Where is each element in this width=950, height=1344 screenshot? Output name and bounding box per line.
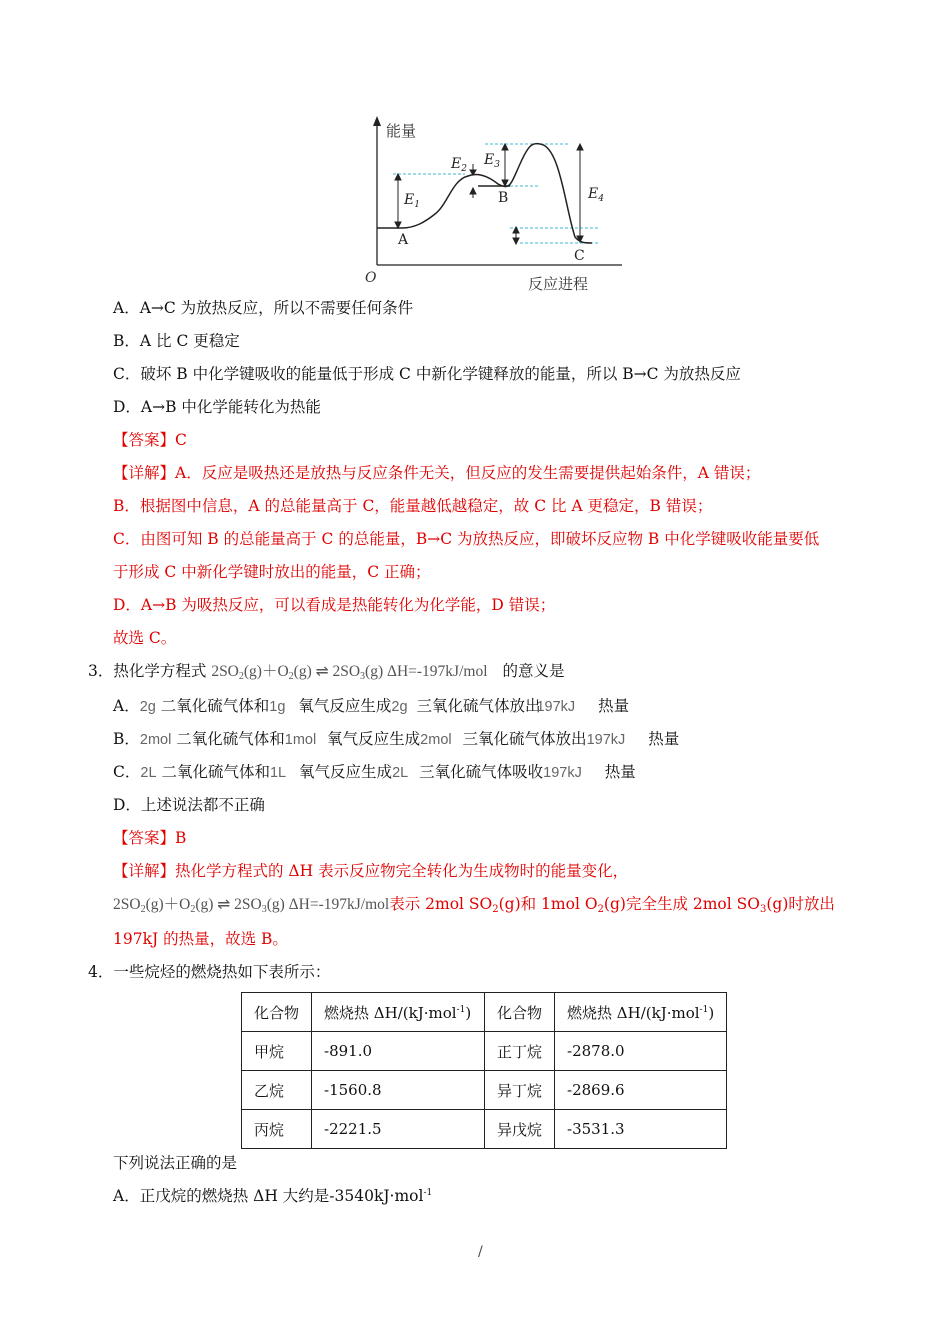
q3-option-b: B．2mol 二氧化硫气体和1mol 氧气反应生成2mol 三氧化硫气体放出197kJ 热量 bbox=[113, 730, 680, 748]
table-row bbox=[242, 1032, 727, 1071]
q2-option-d: D．A→B 中化学能转化为热能 bbox=[113, 398, 321, 416]
q2-option-a: A．A→C 为放热反应，所以不需要任何条件 bbox=[113, 299, 414, 317]
table-cell: -1560.8 bbox=[312, 1071, 485, 1110]
y-axis-label: 能量 bbox=[386, 122, 417, 140]
table-header-cell: 燃烧热 ΔH/(kJ·mol$^{-1}$) bbox=[312, 993, 485, 1032]
point-c-label: C bbox=[574, 248, 585, 264]
q3-explanation-1: 【详解】热化学方程式的 ΔH 表示反应物完全转化为生成物时的能量变化， bbox=[113, 862, 629, 880]
q4-follow: 下列说法正确的是 bbox=[113, 1154, 238, 1172]
q4-option-a: A．正戊烷的燃烧热 ΔH 大约是-3540kJ·mol$^{-1}$ bbox=[113, 1187, 433, 1205]
y-axis-arrow bbox=[373, 116, 381, 126]
q2-explanation-1: 【详解】A．反应是吸热还是放热与反应条件无关，但反应的发生需要提供起始条件，A 错误； bbox=[113, 464, 761, 482]
table-cell: -2878.0 bbox=[555, 1032, 727, 1071]
q2-explanation-4: 于形成 C 中新化学键时放出的能量，C 正确； bbox=[113, 563, 431, 581]
q3-answer: 【答案】B bbox=[113, 829, 187, 847]
table-cell: 异丁烷 bbox=[485, 1071, 555, 1110]
table-header-cell: 化合物 bbox=[242, 993, 312, 1032]
q2-explanation-5: D．A→B 为吸热反应，可以看成是热能转化为化学能，D 错误； bbox=[113, 596, 556, 614]
e2-label: $E_2$ bbox=[451, 156, 467, 174]
table-cell: 甲烷 bbox=[242, 1032, 312, 1071]
table-cell: 丙烷 bbox=[242, 1110, 312, 1149]
table-cell: -2221.5 bbox=[312, 1110, 485, 1149]
q2-explanation-6: 故选 C。 bbox=[113, 629, 177, 647]
e1-label: $E_1$ bbox=[404, 192, 420, 210]
table-cell: -3531.3 bbox=[555, 1110, 727, 1149]
table-cell: 异戊烷 bbox=[485, 1110, 555, 1149]
dashed-guides bbox=[393, 144, 600, 243]
table-header-row bbox=[242, 993, 727, 1032]
q3-option-c: C．2L 二氧化硫气体和1L 氧气反应生成2L 三氧化硫气体吸收197kJ 热量 bbox=[113, 763, 636, 781]
table-cell: -891.0 bbox=[312, 1032, 485, 1071]
q2-option-c: C．破坏 B 中化学键吸收的能量低于形成 C 中新化学键释放的能量，所以 B→C 为放热反应 bbox=[113, 365, 741, 383]
q2-explanation-2: B．根据图中信息，A 的总能量高于 C，能量越低越稳定，故 C 比 A 更稳定，B 错误； bbox=[113, 497, 713, 515]
q3-option-a: A．2g 二氧化硫气体和1g 氧气反应生成2g 三氧化硫气体放出197kJ 热量 bbox=[113, 697, 630, 715]
q2-answer: 【答案】C bbox=[113, 431, 187, 449]
table-row bbox=[242, 1071, 727, 1110]
point-b-label: B bbox=[498, 190, 509, 206]
table-cell: -2869.6 bbox=[555, 1071, 727, 1110]
table-cell: 正丁烷 bbox=[485, 1032, 555, 1071]
table-row bbox=[242, 1110, 727, 1149]
table-header-cell: 燃烧热 ΔH/(kJ·mol$^{-1}$) bbox=[555, 993, 727, 1032]
energy-diagram bbox=[360, 112, 630, 292]
e4-label: $E_4$ bbox=[588, 186, 604, 204]
q4-stem: 4．一些烷烃的燃烧热如下表所示： bbox=[88, 963, 331, 981]
q3-option-d: D．上述说法都不正确 bbox=[113, 796, 265, 814]
q2-option-b: B．A 比 C 更稳定 bbox=[113, 332, 240, 350]
q3-explanation-3: 197kJ 的热量，故选 B。 bbox=[113, 930, 288, 948]
q3-equation: $2SO_2(g)+O_2(g)$ ⇌ $2SO_3(g)$ ΔH=-197kJ/mol bbox=[211, 663, 488, 682]
q3-stem: 3．热化学方程式 $2SO_2(g)+O_2(g)$ ⇌ $2SO_3(g)$ ΔH=-197kJ/mol 的意义是 bbox=[88, 662, 565, 682]
q3-explanation-2: $2SO_2(g)+O_2(g)$ ⇌ $2SO_3(g)$ ΔH=-197kJ/mol表示 2mol $SO_2(g)$和 1mol $O_2(g)$完全生成 2mol $SO_3(g)$时放出 bbox=[113, 895, 835, 915]
point-a-label: A bbox=[398, 232, 409, 248]
q3-explanation-equation: $2SO_2(g)+O_2(g)$ ⇌ $2SO_3(g)$ ΔH=-197kJ/mol bbox=[113, 896, 390, 915]
x-axis-label: 反应进程 bbox=[528, 275, 589, 292]
origin-label: O bbox=[365, 270, 377, 286]
table-cell: 乙烷 bbox=[242, 1071, 312, 1110]
q2-explanation-3: C．由图可知 B 的总能量高于 C 的总能量，B→C 为放热反应，即破坏反应物 B 中化学键吸收能量要低 bbox=[113, 530, 820, 548]
page-footer: / bbox=[478, 1244, 483, 1260]
e3-label: $E_3$ bbox=[484, 152, 500, 170]
table-header-cell: 化合物 bbox=[485, 993, 555, 1032]
combustion-table bbox=[241, 992, 727, 1149]
